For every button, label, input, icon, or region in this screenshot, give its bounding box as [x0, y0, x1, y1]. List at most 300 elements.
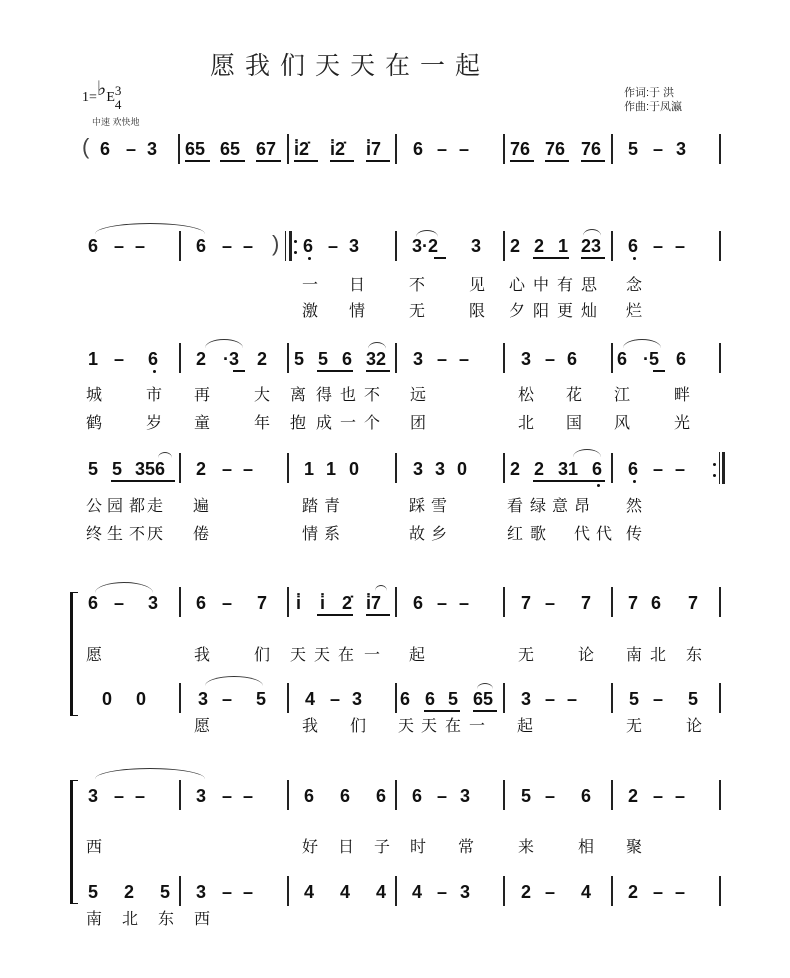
note: i̇	[296, 593, 302, 613]
lyric: 雪	[431, 496, 448, 515]
note: 1	[326, 459, 337, 479]
dash: –	[567, 689, 578, 709]
note: 5	[688, 689, 699, 709]
note: 76	[581, 139, 602, 159]
barline	[287, 780, 289, 810]
lyric: 绿	[530, 496, 547, 515]
underline	[581, 160, 605, 162]
lyric: 一	[340, 413, 357, 432]
lyric: 愿	[194, 716, 211, 735]
dash: –	[459, 139, 470, 159]
barline	[395, 453, 397, 483]
lyric: 思	[581, 275, 598, 294]
note: 5	[160, 882, 171, 902]
barline	[719, 780, 721, 810]
note: 3	[435, 459, 446, 479]
lyric: 鹤	[86, 413, 103, 432]
note: 7	[688, 593, 699, 613]
lyric: 中	[533, 275, 550, 294]
note: 6	[628, 236, 639, 256]
underline	[111, 480, 175, 482]
lyric: 乡	[431, 524, 448, 543]
note: 3	[352, 689, 363, 709]
lyric: 童	[194, 413, 211, 432]
note: 6	[628, 459, 639, 479]
tie	[375, 585, 387, 591]
dash: –	[437, 349, 448, 369]
lyric: 我	[194, 645, 211, 664]
note: 3	[676, 139, 687, 159]
lyric: 有	[557, 275, 574, 294]
lyric: 生	[107, 524, 124, 543]
lyric: 代	[596, 524, 613, 543]
dash: –	[222, 689, 233, 709]
lyric: 花	[566, 385, 583, 404]
system-bracket	[70, 592, 78, 716]
barline	[503, 587, 505, 617]
dash: –	[114, 786, 125, 806]
note: 6	[88, 236, 99, 256]
note: 3	[413, 459, 424, 479]
lyric: 南	[626, 645, 643, 664]
lyric: 歌	[530, 524, 547, 543]
note: 5	[521, 786, 532, 806]
dash: –	[545, 349, 556, 369]
underline	[533, 257, 569, 259]
barline	[611, 343, 613, 373]
note: 76	[545, 139, 566, 159]
tie	[95, 582, 153, 593]
note: 6	[340, 786, 351, 806]
lyric: 不	[129, 524, 146, 543]
lyric: 无	[626, 716, 643, 735]
note: 5	[88, 459, 99, 479]
barline	[611, 876, 613, 906]
lyric: 情	[349, 301, 366, 320]
lyric: 一	[302, 275, 319, 294]
barline	[395, 231, 397, 261]
key-signature	[82, 78, 122, 112]
lyric: 们	[350, 716, 367, 735]
lyric: 都	[129, 496, 146, 515]
barline	[503, 876, 505, 906]
note: 6	[651, 593, 662, 613]
low-octave-dot	[633, 257, 636, 260]
lyric: 不	[409, 275, 426, 294]
lyric: 江	[614, 385, 631, 404]
note: 6	[412, 786, 423, 806]
underline	[233, 370, 245, 372]
barline	[611, 780, 613, 810]
lyric: 常	[458, 837, 475, 856]
lyric: 看	[507, 496, 524, 515]
barline	[179, 780, 181, 810]
barline	[179, 876, 181, 906]
repeat-dot	[713, 474, 716, 477]
note: 65	[473, 689, 494, 709]
note: 0	[136, 689, 147, 709]
note: 5	[318, 349, 329, 369]
barline	[395, 876, 397, 906]
dash: –	[114, 349, 125, 369]
close-paren: )	[272, 231, 280, 256]
note: i̇	[320, 593, 326, 613]
barline	[719, 683, 721, 713]
dash: –	[545, 689, 556, 709]
note: 7	[628, 593, 639, 613]
note: 3	[88, 786, 99, 806]
note: i̇7	[366, 593, 382, 613]
repeat-start-barline-thick	[289, 231, 292, 261]
lyric: 抱	[290, 413, 307, 432]
note: 32	[366, 349, 387, 369]
lyric: 情	[302, 524, 319, 543]
dash: –	[222, 459, 233, 479]
note: 5	[112, 459, 123, 479]
lyric: 个	[364, 413, 381, 432]
barline	[287, 453, 289, 483]
dash: –	[675, 459, 686, 479]
note: 6	[303, 236, 314, 256]
underline	[330, 160, 354, 162]
time-signature	[115, 84, 122, 112]
low-octave-dot	[633, 480, 636, 483]
lyric: 传	[626, 524, 643, 543]
lyric: 终	[86, 524, 103, 543]
note: 1	[304, 459, 315, 479]
note: 0	[349, 459, 360, 479]
lyric: 激	[302, 301, 319, 320]
lyric: 遍	[193, 496, 210, 515]
dash: –	[222, 593, 233, 613]
tie	[623, 339, 661, 348]
dash: –	[653, 689, 664, 709]
lyric: 论	[686, 716, 703, 735]
dash: –	[330, 689, 341, 709]
barline	[611, 453, 613, 483]
lyric: 红	[507, 524, 524, 543]
barline	[178, 134, 180, 164]
tie	[368, 342, 386, 349]
note: 2	[196, 349, 207, 369]
lyric: 东	[686, 645, 703, 664]
lyric: 更	[557, 301, 574, 320]
lyric: 北	[122, 909, 139, 928]
underline	[317, 614, 353, 616]
lyric: 西	[194, 909, 211, 928]
note: 5	[448, 689, 459, 709]
lyric: 在	[338, 645, 355, 664]
lyric: 子	[374, 837, 391, 856]
dash: –	[243, 236, 254, 256]
lyricist: 作词:于 洪	[624, 87, 675, 99]
dash: –	[653, 786, 664, 806]
lyric: 夕	[509, 301, 526, 320]
note: 3	[521, 689, 532, 709]
time-numerator: 3	[114, 82, 122, 98]
lyric: 团	[410, 413, 427, 432]
note: 2	[196, 459, 207, 479]
barline	[719, 876, 721, 906]
lyric: 走	[147, 496, 164, 515]
lyric: 时	[410, 837, 427, 856]
key-note: E	[106, 90, 115, 105]
lyric: 青	[324, 496, 341, 515]
dash: –	[459, 349, 470, 369]
lyric: 园	[107, 496, 124, 515]
note: 5	[294, 349, 305, 369]
barline	[179, 453, 181, 483]
lyric: 我	[302, 716, 319, 735]
lyric: 远	[410, 385, 427, 404]
lyric: 论	[578, 645, 595, 664]
barline	[503, 453, 505, 483]
low-octave-dot	[597, 484, 600, 487]
barline	[179, 587, 181, 617]
note: 6	[196, 236, 207, 256]
tempo-marking: 中速 欢快地	[92, 117, 140, 127]
lyric: 来	[518, 837, 535, 856]
underline	[366, 614, 390, 616]
open-paren: (	[82, 134, 90, 159]
note: 5	[88, 882, 99, 902]
note: 4	[340, 882, 351, 902]
lyric: 天	[398, 716, 415, 735]
repeat-dot	[713, 463, 716, 466]
lyric: 相	[578, 837, 595, 856]
note: 3	[460, 882, 471, 902]
dash: –	[243, 882, 254, 902]
lyric: 在	[445, 716, 462, 735]
lyric: 西	[86, 837, 103, 856]
lyric: 好	[302, 837, 319, 856]
credits	[624, 86, 682, 114]
lyric: 故	[409, 524, 426, 543]
lyric: 厌	[147, 524, 164, 543]
repeat-start-barline	[285, 231, 286, 261]
composer: 作曲:于凤瀛	[624, 101, 683, 113]
barline	[503, 231, 505, 261]
lyric: 踏	[302, 496, 319, 515]
lyric: 北	[650, 645, 667, 664]
note: 3·2	[412, 236, 439, 256]
underline	[424, 710, 460, 712]
lyric: 愿	[86, 645, 103, 664]
note: 6	[592, 459, 603, 479]
underline	[581, 257, 605, 259]
note: 0	[457, 459, 468, 479]
repeat-end-barline	[719, 452, 720, 484]
dash: –	[243, 786, 254, 806]
barline	[611, 683, 613, 713]
underline	[545, 160, 569, 162]
barline	[179, 683, 181, 713]
dash: –	[437, 882, 448, 902]
note: 6	[148, 349, 159, 369]
dash: –	[222, 236, 233, 256]
lyric: 天	[421, 716, 438, 735]
note: 6	[342, 349, 353, 369]
barline	[611, 134, 613, 164]
lyric: 日	[338, 837, 355, 856]
dash: –	[114, 236, 125, 256]
lyric: 市	[146, 385, 163, 404]
lyric: 限	[469, 301, 486, 320]
time-denominator: 4	[114, 96, 122, 112]
tie	[158, 452, 172, 458]
dash: –	[545, 786, 556, 806]
note: 6	[581, 786, 592, 806]
note: 6	[617, 349, 628, 369]
dash: –	[545, 882, 556, 902]
lyric: 天	[314, 645, 331, 664]
barline	[719, 587, 721, 617]
dash: –	[328, 236, 339, 256]
note: 3	[471, 236, 482, 256]
dash: –	[545, 593, 556, 613]
note: 4	[412, 882, 423, 902]
dash: –	[126, 139, 137, 159]
note: 6	[413, 139, 424, 159]
lyric: 离	[290, 385, 307, 404]
lyric: 南	[86, 909, 103, 928]
lyric: 光	[674, 413, 691, 432]
lyric: 灿	[581, 301, 598, 320]
barline	[503, 780, 505, 810]
underline	[473, 710, 497, 712]
underline	[185, 160, 210, 162]
song-title: 愿我们天天在一起	[210, 51, 491, 80]
lyric: 然	[626, 496, 643, 515]
note: 6	[400, 689, 411, 709]
note: 356	[135, 459, 166, 479]
flat-icon: ♭	[96, 78, 107, 100]
lyric: 无	[409, 301, 426, 320]
barline	[395, 343, 397, 373]
note: 2	[534, 459, 545, 479]
lyric: 们	[254, 645, 271, 664]
note: i̇7	[366, 139, 382, 159]
barline	[287, 134, 289, 164]
barline	[503, 134, 505, 164]
note: 6	[88, 593, 99, 613]
lyric: 系	[324, 524, 341, 543]
note: 0	[102, 689, 113, 709]
barline	[395, 780, 397, 810]
lyric: 踩	[409, 496, 426, 515]
dash: –	[653, 236, 664, 256]
underline	[220, 160, 245, 162]
lyric: 北	[518, 413, 535, 432]
lyric: 起	[409, 645, 426, 664]
dash: –	[114, 593, 125, 613]
barline	[287, 587, 289, 617]
note: 6	[413, 593, 424, 613]
tie	[573, 449, 601, 457]
note: 4	[305, 689, 316, 709]
barline	[287, 876, 289, 906]
barline	[611, 587, 613, 617]
lyric: 意	[552, 496, 569, 515]
dash: –	[437, 139, 448, 159]
dash: –	[437, 786, 448, 806]
lyric: 成	[316, 413, 333, 432]
key-label: 1=	[82, 90, 97, 105]
tie	[205, 339, 243, 348]
barline	[179, 343, 181, 373]
lyric: 一	[469, 716, 486, 735]
note: 2	[534, 236, 545, 256]
barline	[179, 231, 181, 261]
barline	[395, 134, 397, 164]
barline	[287, 343, 289, 373]
lyric: 年	[254, 413, 271, 432]
note: 3	[198, 689, 209, 709]
note: 4	[304, 882, 315, 902]
underline	[294, 160, 318, 162]
tie	[95, 223, 205, 234]
note: 5	[629, 689, 640, 709]
note: 4	[376, 882, 387, 902]
lyric: 畔	[674, 385, 691, 404]
note: 5	[628, 139, 639, 159]
underline	[366, 160, 390, 162]
dash: –	[653, 139, 664, 159]
lyric: 城	[86, 385, 103, 404]
note: 3	[148, 593, 159, 613]
dash: –	[653, 882, 664, 902]
repeat-end-barline-thick	[722, 452, 725, 484]
note: 3	[349, 236, 360, 256]
lyric: 日	[349, 275, 366, 294]
lyric: 风	[614, 413, 631, 432]
lyric: 得	[316, 385, 333, 404]
barline	[719, 134, 721, 164]
note: 3	[196, 882, 207, 902]
lyric: 心	[509, 275, 526, 294]
barline	[395, 587, 397, 617]
lyric: 无	[518, 645, 535, 664]
note: 6	[676, 349, 687, 369]
dash: –	[459, 593, 470, 613]
barline	[503, 343, 505, 373]
tie	[205, 676, 263, 686]
note: 3	[413, 349, 424, 369]
note: 2	[510, 459, 521, 479]
note: 2	[124, 882, 135, 902]
lyric: 天	[290, 645, 307, 664]
underline	[510, 160, 534, 162]
lyric: 倦	[193, 524, 210, 543]
lyric: 公	[86, 496, 103, 515]
note: i̇2̇	[330, 139, 346, 159]
underline	[653, 370, 665, 372]
note: 4	[581, 882, 592, 902]
note: 6	[376, 786, 387, 806]
lyric: 阳	[533, 301, 550, 320]
note: 6	[100, 139, 111, 159]
note: 2	[521, 882, 532, 902]
low-octave-dot	[153, 370, 156, 373]
lyric: 东	[158, 909, 175, 928]
barline	[719, 343, 721, 373]
note: 6	[567, 349, 578, 369]
note: 3	[196, 786, 207, 806]
note: 2	[628, 882, 639, 902]
lyric: 见	[469, 275, 486, 294]
dash: –	[222, 786, 233, 806]
lyric: 起	[517, 716, 534, 735]
